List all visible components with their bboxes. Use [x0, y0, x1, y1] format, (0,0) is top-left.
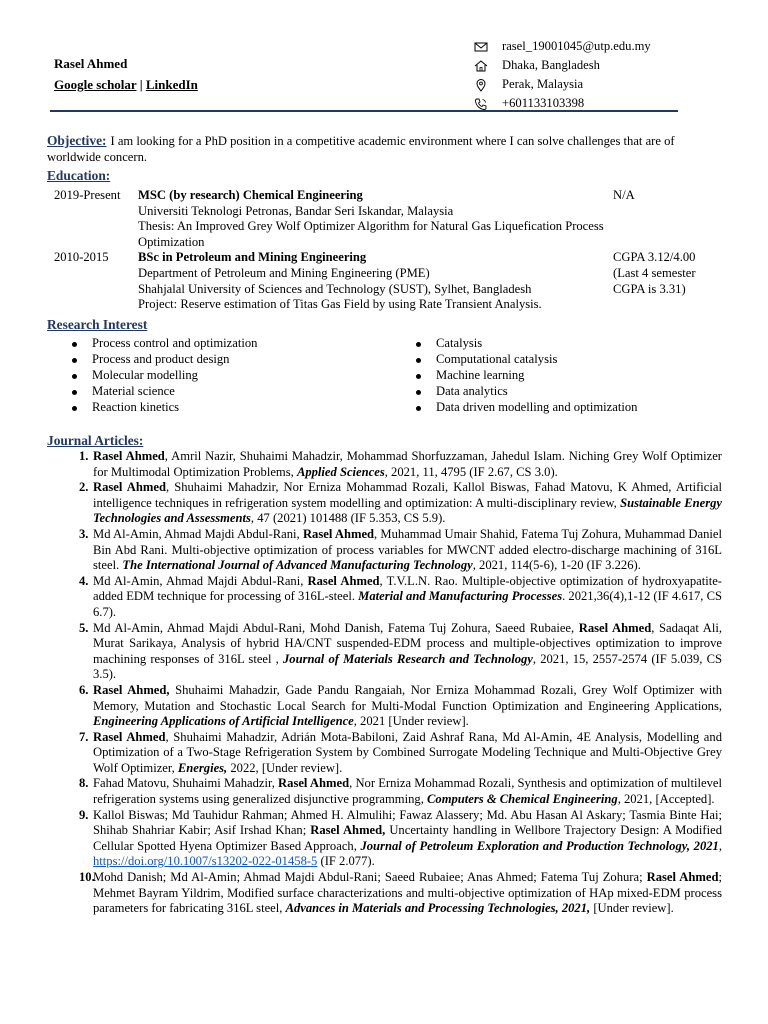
citation-text: , 2021, 15, 2557-2574 (IF 5.039, CS 3.5).: [93, 651, 722, 682]
citation-text: (IF 2.077).: [317, 854, 375, 869]
citation-text: Uncertainty handling in Wellbore Trajectory Design: A Modified Cellular Spotted Hyena Optimizer Based Approach,: [93, 823, 722, 853]
article-citation: [93, 480, 722, 527]
article-citation: [93, 776, 722, 807]
list-item: Material science: [72, 384, 416, 400]
citation-text: 2022, [Under review].: [227, 760, 343, 775]
link-separator: |: [136, 77, 146, 92]
journal-name: Energies,: [177, 760, 228, 775]
objective-section: [47, 133, 727, 165]
education-grade: N/A: [613, 188, 635, 202]
journal-name: Computers & Chemical Engineering: [427, 792, 618, 807]
citation-text: [Under review].: [590, 901, 674, 916]
list-item: Machine learning: [416, 368, 637, 384]
citation-text: , Shuhaimi Mahadzir, Nor Erniza Mohammad Rozali, Kallol Biswas, Fahad Matovu, K Ahmed, Artificial intelligence techniques in refrigeration system modelling and optimization: A multi-disciplinary review,: [93, 480, 722, 510]
contact-home: [472, 56, 692, 75]
author-highlight: Rasel Ahmed,: [310, 823, 386, 838]
citation-text: Shuhaimi Mahadzir, Gade Pandu Rangaiah, Nor Erniza Mohammad Rozali, Grey Wolf Optimizer with Memory, Mutation and Stochastic Local Search for Multi-Modal Function Optimization and Engineering Applications,: [93, 682, 722, 713]
citation-text: , Muhammad Umair Shahid, Fatema Tuj Zohura, Muhammad Daniel Bin Abd Rani. Multi-objective optimization of process variables for MWCNT added electro-discharge machining of 316L steel.: [93, 526, 722, 573]
author-highlight: Rasel Ahmed: [93, 449, 165, 463]
bullet-icon: [416, 374, 421, 379]
bullet-icon: [416, 390, 421, 395]
linkedin-link[interactable]: LinkedIn: [145, 77, 198, 92]
journal-article-item: [47, 683, 722, 730]
doi-link[interactable]: https://doi.org/10.1007/s13202-022-01458-5: [93, 854, 318, 869]
journal-name: Applied Sciences: [296, 464, 385, 479]
education-thesis: Thesis: An Improved Grey Wolf Optimizer Algorithm for Natural Gas Liquefication Process Optimization: [138, 219, 604, 249]
citation-text: ,: [718, 838, 722, 853]
education-institution: Shahjalal University of Sciences and Technology (SUST), Sylhet, Bangladesh: [138, 281, 532, 296]
journal-article-item: [47, 808, 722, 870]
citation-text: , Shuhaimi Mahadzir, Adrián Mota-Babiloni, Zaid Ashraf Rana, Md Al-Amin, 4E Analysis, Modelling and Optimization of a Two-Stage Refrigeration System by Combined Surrogate Modeling Technique and Multi-Objective Grey Wolf Optimizer,: [93, 729, 722, 775]
list-item: Data analytics: [416, 384, 637, 400]
article-number: 3.: [79, 526, 89, 541]
author-highlight: Rasel Ahmed: [646, 870, 719, 885]
article-number: 7.: [79, 729, 89, 744]
list-item: Process and product design: [72, 352, 416, 368]
article-citation: [93, 730, 722, 777]
article-citation: [93, 683, 722, 730]
list-item: Catalysis: [416, 336, 637, 352]
phone-icon: [472, 97, 490, 111]
google-scholar-link[interactable]: Google scholar: [54, 77, 137, 92]
article-citation: [93, 621, 722, 683]
author-highlight: Rasel Ahmed: [278, 776, 350, 791]
author-highlight: Rasel Ahmed: [93, 480, 166, 495]
article-number: 1.: [79, 449, 89, 463]
article-number: 5.: [79, 620, 89, 635]
article-number: 9.: [79, 807, 89, 822]
education-list: [54, 188, 724, 313]
journal-name: Engineering Applications of Artificial Intelligence: [93, 714, 354, 729]
bullet-icon: [416, 406, 421, 411]
citation-text: Md Al-Amin, Ahmad Majdi Abdul-Rani,: [93, 526, 303, 541]
bullet-icon: [72, 406, 77, 411]
article-citation: [93, 527, 722, 574]
list-item: Molecular modelling: [72, 368, 416, 384]
bullet-icon: [72, 358, 77, 363]
education-entry: [54, 188, 724, 250]
citation-text: , T.V.L.N. Rao. Multiple-objective optimization of hydroxyapatite-added EDM technique for processing of 316L-steel.: [93, 573, 722, 604]
journal-article-item: [47, 480, 722, 527]
education-project: Project: Reserve estimation of Titas Gas Field by using Rate Transient Analysis.: [138, 297, 542, 312]
contact-email: [472, 37, 692, 56]
citation-text: Fahad Matovu, Shuhaimi Mahadzir,: [93, 776, 279, 791]
journal-article-item: [47, 870, 722, 917]
citation-text: . 2021,36(4),1-12 (IF 4.617, CS 6.7).: [93, 589, 722, 619]
research-interest-right-column: [416, 336, 637, 416]
article-citation: [93, 808, 722, 870]
author-highlight: Rasel Ahmed: [302, 526, 375, 541]
journal-name: Advances in Materials and Processing Technologies, 2021,: [285, 901, 591, 916]
article-number: 6.: [79, 682, 89, 697]
journal-article-item: [47, 730, 722, 777]
candidate-name: Rasel Ahmed: [54, 56, 128, 71]
education-degree: BSc in Petroleum and Mining Engineering: [138, 250, 367, 265]
citation-text: , Amril Nazir, Shuhaimi Mahadzir, Mohammad Shorfuzzaman, Jahedul Islam. Niching Grey Wolf Optimizer for Multimodal Optimization Problems,: [93, 449, 722, 479]
journal-name: The International Journal of Advanced Manufacturing Technology: [122, 558, 473, 573]
author-highlight: Rasel Ahmed: [578, 620, 652, 635]
current-location-text: Perak, Malaysia: [502, 76, 584, 91]
list-item: Data driven modelling and optimization: [416, 400, 637, 416]
citation-text: , 2021, 11, 4795 (IF 2.67, CS 3.0).: [384, 464, 558, 479]
article-number: 4.: [79, 573, 89, 588]
citation-text: Kallol Biswas; Md Tauhidur Rahman; Ahmed H. Almulihi; Fawaz Alassery; Md. Abu Hasan Al Askary; Tasmia Binte Hai; Shihab Shahriar Kabir; Asif Irshad Khan;: [93, 807, 722, 838]
research-interest-list: [72, 336, 732, 416]
research-interest-heading: Research Interest: [47, 317, 148, 332]
objective-heading: Objective:: [47, 133, 107, 148]
header-divider: [50, 110, 678, 112]
education-heading: Education:: [47, 168, 111, 183]
citation-text: , 47 (2021) 101488 (IF 5.353, CS 5.9).: [250, 511, 446, 526]
article-number: 2.: [79, 480, 89, 495]
article-citation: [93, 449, 722, 480]
journal-article-item: [47, 449, 722, 480]
home-location-text: Dhaka, Bangladesh: [502, 57, 600, 72]
bullet-icon: [72, 374, 77, 379]
citation-text: Mohd Danish; Md Al-Amin; Ahmad Majdi Abdul-Rani; Saeed Rubaiee; Anas Ahmed; Fatema Tuj Zohura;: [93, 870, 647, 885]
education-grade: CGPA 3.12/4.00 (Last 4 semester CGPA is 3.31): [613, 250, 696, 296]
article-number: 8.: [79, 776, 89, 791]
citation-text: ; Mehmet Bayram Yildrim, Modified surface characterizations and multi-objective optimization of HAp mixed-EDM process parameters for fabricating 316L steel,: [93, 870, 722, 916]
bullet-icon: [72, 342, 77, 347]
article-citation: [93, 574, 722, 621]
citation-text: Md Al-Amin, Ahmad Majdi Abdul-Rani, Mohd Danish, Fatema Tuj Zohura, Saeed Rubaiee,: [93, 620, 579, 635]
citation-text: Md Al-Amin, Ahmad Majdi Abdul-Rani,: [93, 573, 308, 588]
citation-text: , Sadaqat Ali, Murat Sarikaya, Analysis of hybrid HA/CNT suspended-EDM process and multiple-objectives optimization to improve machining responses of 316L steel ,: [93, 620, 722, 666]
education-years: 2010-2015: [54, 250, 109, 265]
journal-name: Material and Manufacturing Processes: [358, 589, 563, 604]
education-department: Department of Petroleum and Mining Engineering (PME): [138, 265, 430, 280]
journal-name: Journal of Petroleum Exploration and Production Technology, 2021: [360, 838, 719, 853]
email-icon: [472, 40, 490, 54]
article-number: 10.: [79, 870, 95, 885]
education-entry: [54, 250, 724, 312]
journal-article-item: [47, 574, 722, 621]
list-item: Reaction kinetics: [72, 400, 416, 416]
list-item: Process control and optimization: [72, 336, 416, 352]
citation-text: , 2021, [Accepted].: [617, 792, 715, 807]
education-years: 2019-Present: [54, 188, 121, 202]
research-interest-left-column: [72, 336, 416, 416]
profile-links: [54, 77, 198, 93]
list-item: Computational catalysis: [416, 352, 637, 368]
contact-location: [472, 75, 692, 94]
bullet-icon: [416, 358, 421, 363]
citation-text: , 2021 [Under review].: [353, 714, 469, 729]
citation-text: , 2021, 114(5-6), 1-20 (IF 3.226).: [472, 558, 641, 573]
email-text[interactable]: rasel_19001045@utp.edu.my: [502, 38, 651, 53]
journal-article-item: [47, 621, 722, 683]
journal-article-item: [47, 776, 722, 807]
journal-articles-heading: Journal Articles:: [47, 433, 144, 448]
journal-name: Journal of Materials Research and Technology: [282, 651, 533, 666]
author-highlight: Rasel Ahmed: [93, 729, 166, 744]
article-citation: [93, 870, 722, 917]
education-institution: Universiti Teknologi Petronas, Bandar Seri Iskandar, Malaysia: [138, 203, 454, 218]
journal-name: Sustainable Energy Technologies and Assessments: [93, 495, 722, 526]
journal-articles-list: [47, 449, 722, 917]
author-highlight: Rasel Ahmed,: [93, 682, 170, 697]
contact-block: [472, 37, 692, 113]
phone-text[interactable]: +601133103398: [502, 95, 585, 110]
education-degree: MSC (by research) Chemical Engineering: [138, 188, 363, 202]
bullet-icon: [416, 342, 421, 347]
citation-text: , Nor Erniza Mohammad Rozali, Synthesis and optimization of multilevel refrigeration systems using generalized disjunctive programming,: [93, 776, 722, 807]
home-icon: [472, 59, 490, 73]
journal-article-item: [47, 527, 722, 574]
author-highlight: Rasel Ahmed: [307, 573, 380, 588]
location-icon: [472, 78, 490, 92]
objective-text: I am looking for a PhD position in a competitive academic environment where I can solve challenges that are of worldwide concern.: [47, 134, 675, 164]
bullet-icon: [72, 390, 77, 395]
